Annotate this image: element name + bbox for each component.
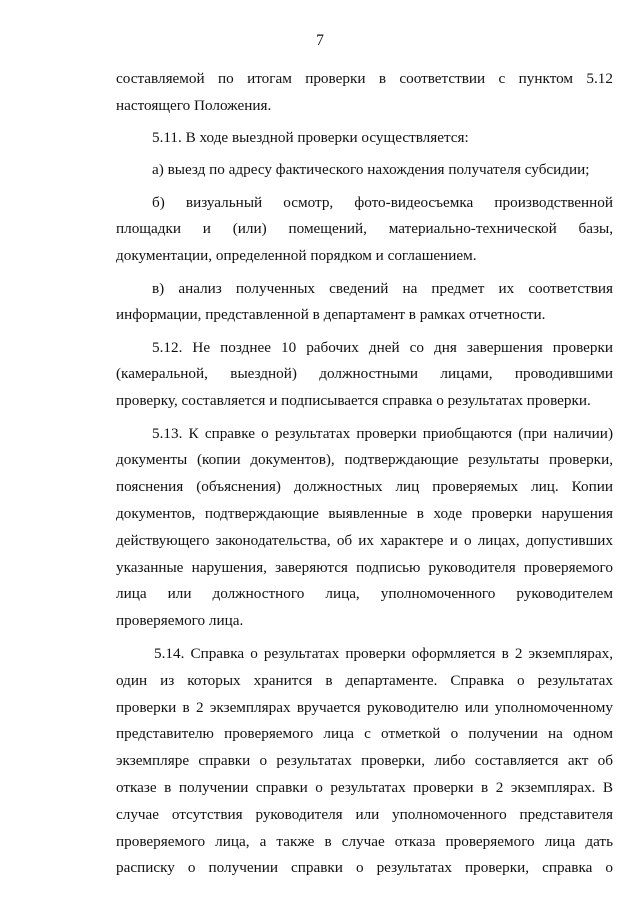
text-line: экземпляре справки о результатах проверки, либо составляется акт об xyxy=(116,752,613,770)
text-line: составляемой по итогам проверки в соответствии с пунктом 5.12 xyxy=(116,70,613,87)
text-line: б) визуальный осмотр, фото-видеосъемка производственной xyxy=(152,193,613,211)
text-line: настоящего Положения. xyxy=(116,96,272,114)
text-line: указанные нарушения, заверяются подписью руководителя проверяемого xyxy=(116,558,613,576)
page-number: 7 xyxy=(316,32,324,49)
text-line: отказе в получении справки о результатах проверки в 2 экземплярах. В xyxy=(116,778,613,796)
text-line: площадки и (или) помещений, материально-технической базы, xyxy=(116,220,613,238)
text-line: проверки в 2 экземплярах вручается руководителю или уполномоченному xyxy=(116,698,613,716)
text-line: документов, подтверждающие выявленные в ходе проверки нарушения xyxy=(116,504,613,522)
paragraph-5-12 xyxy=(116,335,613,415)
text-line: 5.13. К справке о результатах проверки приобщаются (при наличии) xyxy=(152,424,613,442)
paragraph-5-11-b xyxy=(116,190,613,270)
document-body xyxy=(116,66,613,882)
text-line: лица или должностного лица, уполномоченного руководителем xyxy=(116,585,613,603)
text-line: действующего законодательства, об их характере и о лицах, допустивших xyxy=(116,531,613,549)
text-line: один из которых хранится в департаменте. Справка о результатах xyxy=(116,671,613,689)
text-line: в) анализ полученных сведений на предмет их соответствия xyxy=(152,279,613,297)
text-line: проверяемого лица, а также в случае отказа проверяемого лица дать xyxy=(116,832,613,850)
text-line: пояснения (объяснения) должностных лиц проверяемых лиц. Копии xyxy=(116,478,613,496)
text-line: расписку о получении справки о результатах проверки, справка о xyxy=(116,859,613,877)
text-line: проверяемого лица. xyxy=(116,612,244,630)
paragraph-5-13 xyxy=(116,421,613,635)
text-line: информации, представленной в департамент в рамках отчетности. xyxy=(116,306,546,324)
text-line: а) выезд по адресу фактического нахождения получателя субсидии; xyxy=(152,161,590,179)
text-line: случае отсутствия руководителя или уполномоченного представителя xyxy=(116,805,613,823)
paragraph-5-11-c xyxy=(116,276,613,330)
paragraph-5-11-a xyxy=(116,157,613,184)
paragraph-5-14 xyxy=(116,641,613,882)
text-line: документы (копии документов), подтверждающие результаты проверки, xyxy=(116,451,613,469)
text-line: проверку, составляется и подписывается справка о результатах проверки. xyxy=(116,392,591,410)
text-line: представителю проверяемого лица с отметкой о получении на одном xyxy=(116,725,613,743)
text-line: (камеральной, выездной) должностными лицами, проводившими xyxy=(116,365,613,383)
text-line: документации, определенной порядком и соглашением. xyxy=(116,247,477,265)
text-line: 5.12. Не позднее 10 рабочих дней со дня завершения проверки xyxy=(152,338,613,356)
paragraph-5-11 xyxy=(116,125,613,152)
paragraph-continuation xyxy=(116,66,613,120)
text-line: 5.11. В ходе выездной проверки осуществляется: xyxy=(152,129,469,147)
text-line: 5.14. Справка о результатах проверки оформляется в 2 экземплярах, xyxy=(154,644,613,662)
